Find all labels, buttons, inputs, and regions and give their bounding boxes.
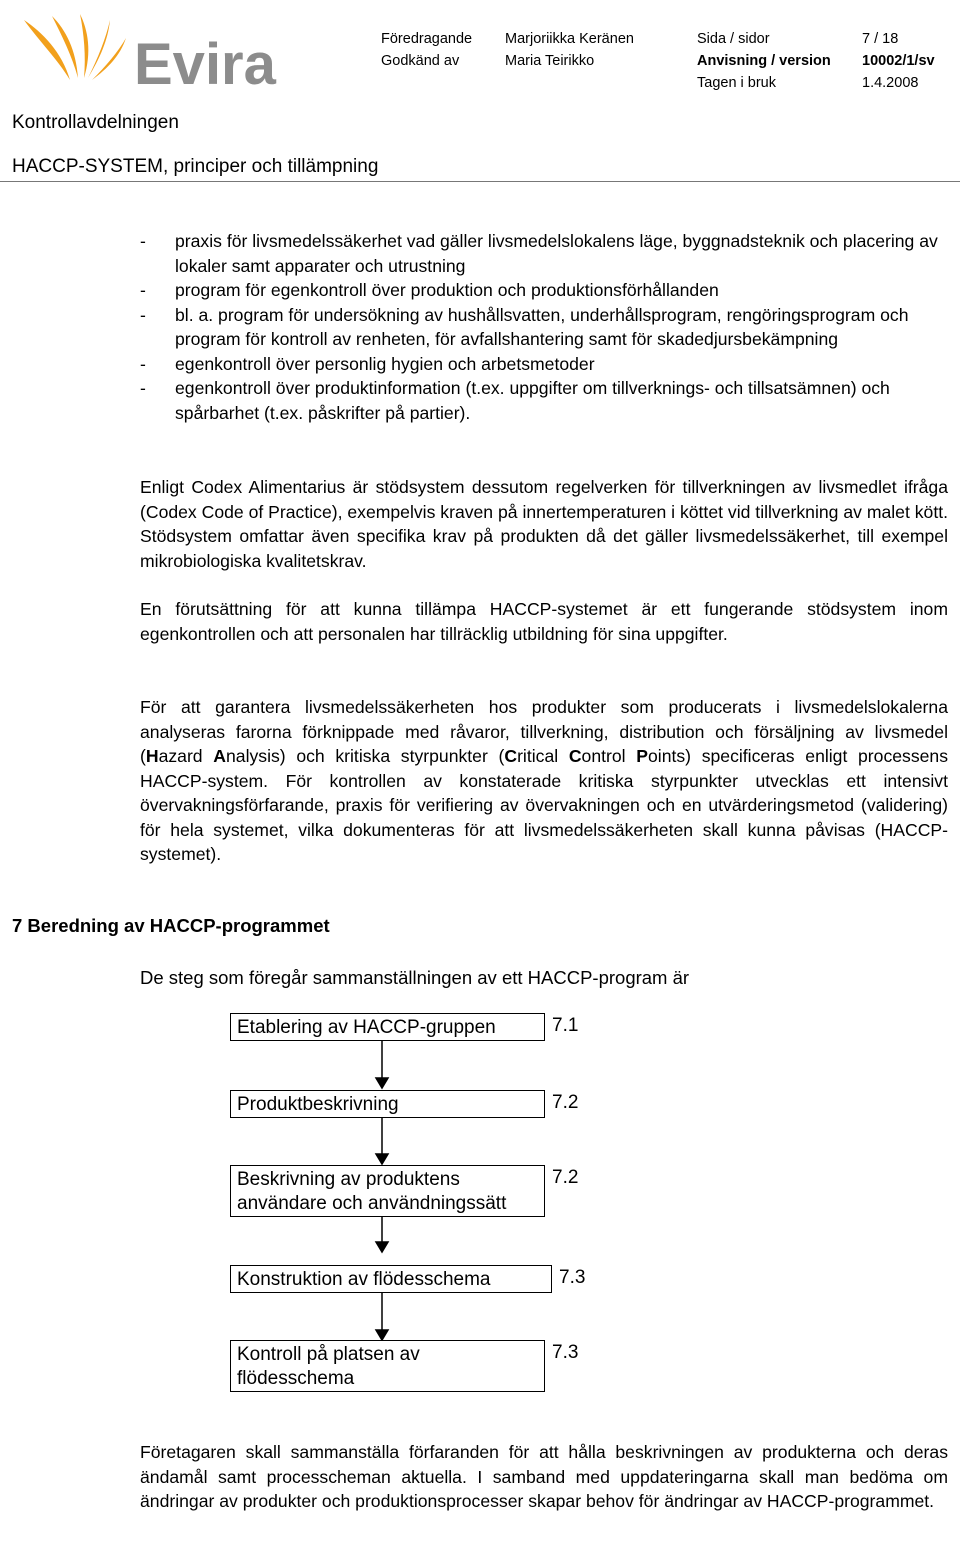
- flow-step: Produktbeskrivning: [230, 1090, 545, 1118]
- header-value-presenter: Marjoriikka Keränen: [505, 31, 634, 47]
- header-label-approved: Godkänd av: [381, 53, 460, 69]
- flow-step: Beskrivning av produktens användare och användningssätt: [230, 1165, 545, 1217]
- header-value-version: 10002/1/sv: [862, 53, 935, 69]
- paragraph-hazard-analysis: För att garantera livsmedelssäkerheten hos produkter som producerats i livsmedelslokalerna analyseras farorna förknippade med råvaror, tillverkning, distribution och försäljning av livsmedel (Hazard Analysis) och kritiska styrpunkter (Critical Control Points) specificeras enligt processens HACCP-system. För kontrollen av konstaterade kritiska styrpunkter utvecklas ett intensivt övervakningsförfarande, praxis för verifiering av övervakningen och en utvärderingsmetod (validering) för hela systemet, vilka dokumenteras för att livsmedelssäkerheten skall kunna påvisas (HACCP-systemet).: [140, 697, 948, 864]
- list-item: - program för egenkontroll över produktion och produktionsförhållanden: [140, 280, 719, 300]
- header-divider: [0, 181, 960, 182]
- arrow-down-icon: [376, 1154, 388, 1164]
- header-label-page: Sida / sidor: [697, 31, 770, 47]
- arrow-down-icon: [376, 1242, 388, 1252]
- list-item: - egenkontroll över personlig hygien och arbetsmetoder: [140, 353, 595, 374]
- bullet-list: [140, 229, 950, 425]
- flow-step: Etablering av HACCP-gruppen: [230, 1013, 545, 1041]
- evira-logo: [22, 12, 282, 92]
- header-value-effective: 1.4.2008: [862, 75, 919, 91]
- paragraph-codex: Enligt Codex Alimentarius är stödsystem dessutom regelverken för tillverkningen av livsmedlet ifråga (Codex Code of Practice), exempelvis kraven på innertemperaturen i köttet vid tillverkning av malet kött. Stödsystem omfattar även specifika krav på produkten då det gäller livsmedelssäkerhet, till exempel mikrobiologiska kvalitetskrav.: [140, 477, 948, 571]
- list-item: - bl. a. program för undersökning av hushållsvatten, underhållsprogram, rengöringsprogram och program för kontroll av renheten, för avfallshantering samt för skadedjursbekämpning: [140, 304, 909, 349]
- arrow-down-icon: [376, 1330, 388, 1340]
- section-heading: 7 Beredning av HACCP-programmet: [12, 915, 330, 936]
- header-value-approved: Maria Teirikko: [505, 53, 595, 69]
- header-value-page: 7 / 18: [862, 31, 899, 47]
- header-label-effective: Tagen i bruk: [697, 75, 776, 91]
- list-item: - praxis för livsmedelssäkerhet vad gäller livsmedelslokalens läge, byggnadsteknik och placering av lokaler samt apparater och utrustning: [140, 231, 938, 276]
- flow-step-ref: 7.3: [559, 1267, 586, 1288]
- header-label-version: Anvisning / version: [697, 53, 831, 69]
- flow-step: Konstruktion av flödesschema: [230, 1265, 552, 1293]
- flow-step-ref: 7.3: [552, 1342, 579, 1363]
- paragraph-conclusion: Företagaren skall sammanställa förfaranden för att hålla beskrivningen av produkterna och deras ändamål samt processcheman aktuella. I samband med uppdateringarna skall man bedöma om ändringar av produkter och produktionsprocesser skapar behov för ändringar av HACCP-programmet.: [140, 1442, 948, 1511]
- list-item: - egenkontroll över produktinformation (t.ex. uppgifter om tillverknings- och tillsatsämnen) och spårbarhet (t.ex. påskrifter på partier).: [140, 378, 890, 423]
- flow-step-ref: 7.1: [552, 1015, 579, 1036]
- flow-step: Kontroll på platsen av flödesschema: [230, 1340, 545, 1392]
- paragraph-prerequisite: En förutsättning för att kunna tillämpa HACCP-systemet är ett fungerande stödsystem inom egenkontrollen och att personalen har tillräcklig utbildning för sina uppgifter.: [140, 599, 948, 644]
- flow-step-ref: 7.2: [552, 1167, 579, 1188]
- logo-wordmark: Evira: [134, 32, 276, 92]
- document-subtitle: HACCP-SYSTEM, principer och tillämpning: [12, 156, 379, 177]
- header-label-presenter: Föredragande: [381, 31, 473, 47]
- department-name: Kontrollavdelningen: [12, 112, 179, 133]
- flow-intro: De steg som föregår sammanställningen av ett HACCP-program är: [140, 967, 690, 988]
- flow-step-ref: 7.2: [552, 1092, 579, 1113]
- leaf-emblem-icon: [24, 14, 126, 80]
- arrow-down-icon: [376, 1078, 388, 1088]
